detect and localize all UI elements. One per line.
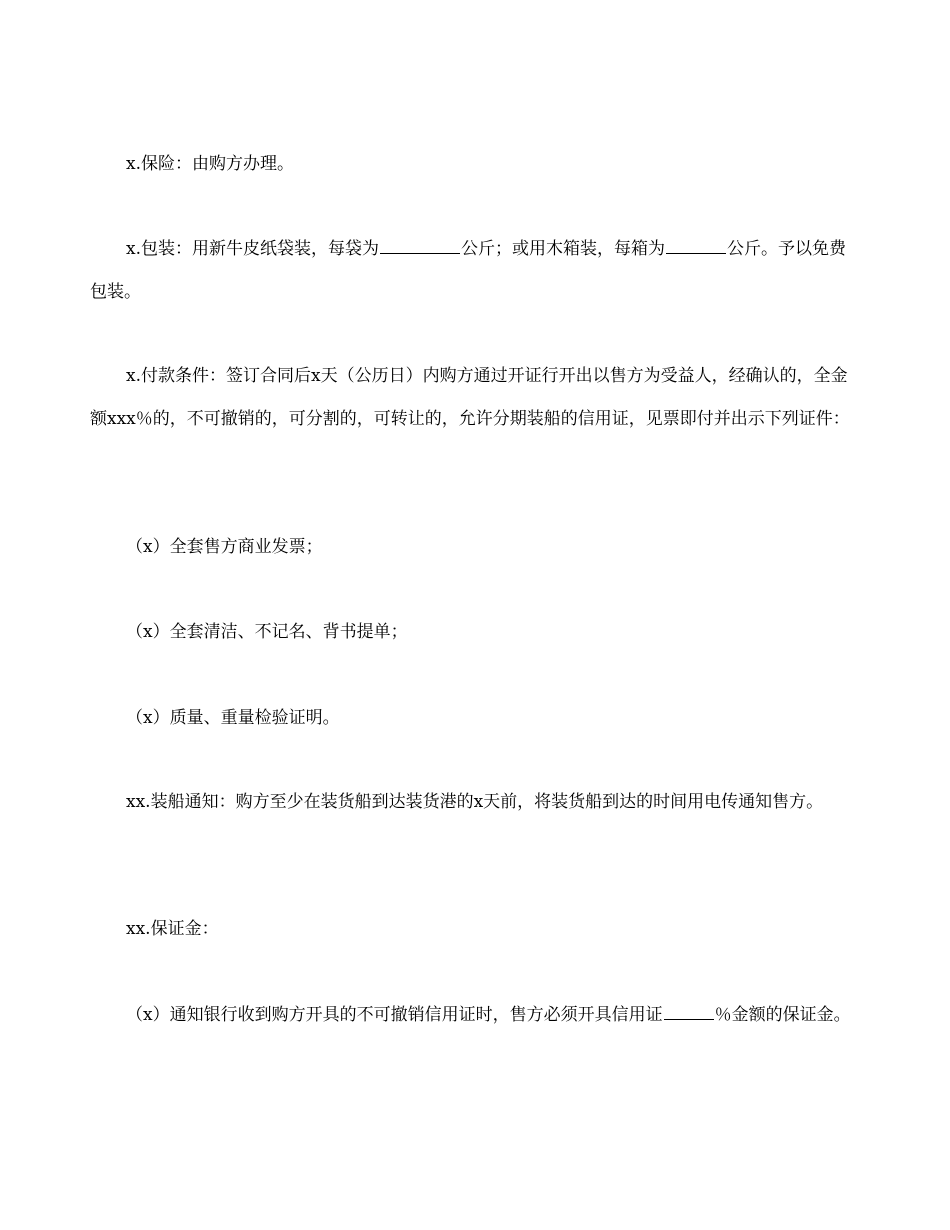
- clause-deposit-heading: xx.保证金：: [126, 919, 219, 939]
- deposit-percent-blank: [664, 1002, 714, 1020]
- clause-deposit: [90, 994, 860, 1037]
- clause-packing: [90, 228, 860, 314]
- box-weight-blank: [666, 236, 726, 254]
- document-item-bill-of-lading: （x）全套清洁、不记名、背书提单；: [126, 622, 408, 642]
- clause-shipping-notice: xx.装船通知：购方至少在装货船到达装货港的x天前，将装货船到达的时间用电传通知售方。: [126, 792, 824, 812]
- bag-weight-blank: [380, 236, 460, 254]
- deposit-text-part2: ％金额的保证金。: [714, 1005, 851, 1025]
- document-item-invoice: （x）全套售方商业发票；: [126, 537, 323, 557]
- packing-text-part1: x.包装：用新牛皮纸袋装，每袋为: [126, 239, 379, 259]
- deposit-text-part1: （x）通知银行收到购方开具的不可撤销信用证时，售方必须开具信用证: [126, 1005, 663, 1025]
- clause-payment: x.付款条件：签订合同后x天（公历日）内购方通过开证行开出以售方为受益人，经确认的，全金额xxx％的，不可撤销的，可分割的，可转让的，允许分期装船的信用证，见票即付并出示下列证件：: [90, 366, 850, 429]
- packing-text-part3: 公斤。予以免费包装。: [90, 239, 846, 302]
- packing-text-part2: 公斤；或用木箱装，每箱为: [461, 239, 665, 259]
- document-item-inspection: （x）质量、重量检验证明。: [126, 708, 340, 728]
- clause-insurance: x.保险：由购方办理。: [126, 154, 294, 174]
